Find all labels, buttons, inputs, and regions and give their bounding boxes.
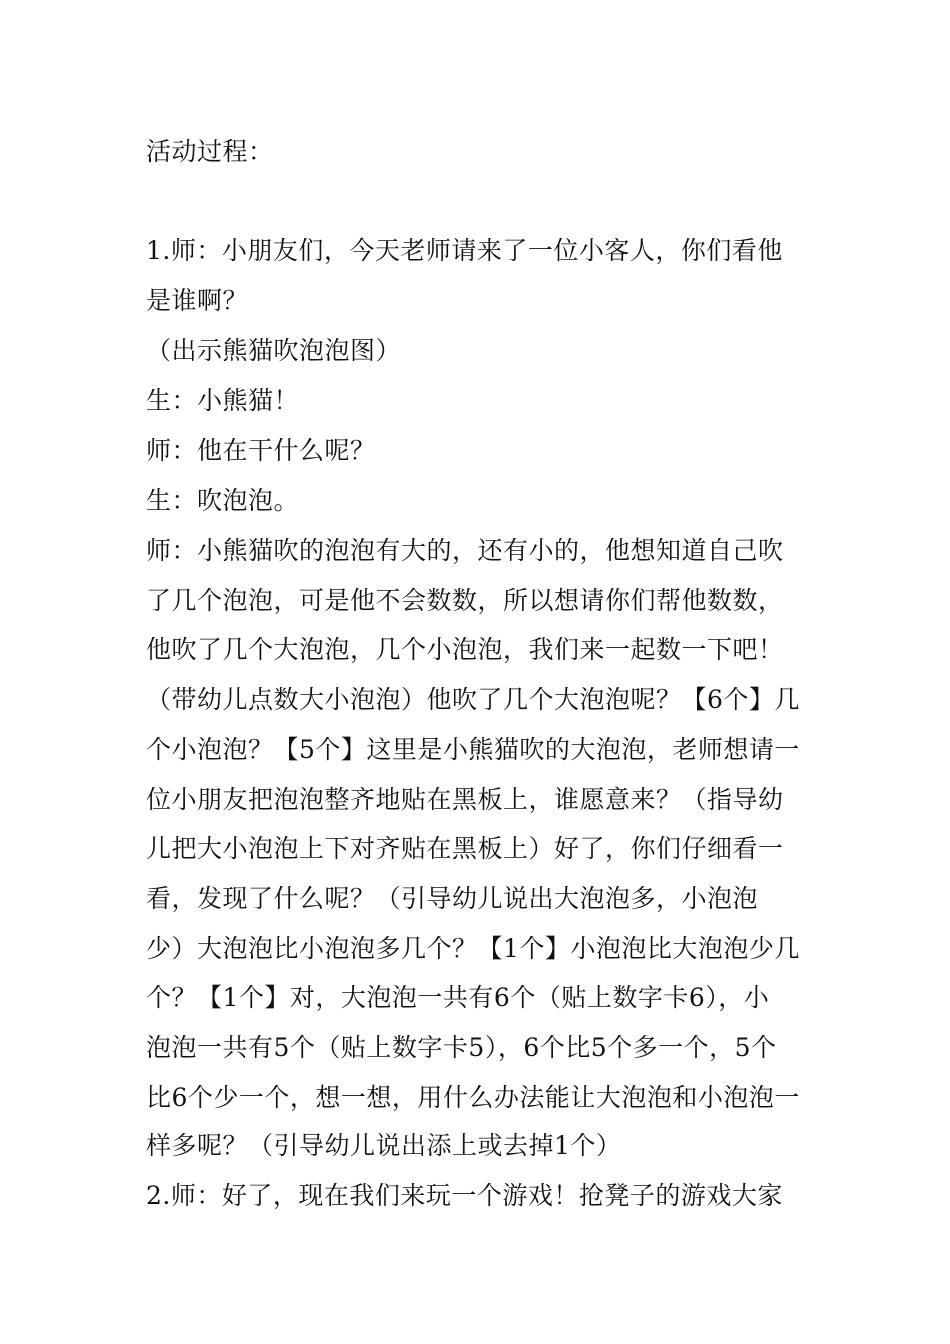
- section-heading: 活动过程：: [146, 137, 274, 166]
- text-line: 个？【1个】对，大泡泡一共有6个（贴上数字卡6），小: [146, 983, 770, 1012]
- text-line: 个小泡泡？【5个】这里是小熊猫吹的大泡泡，老师想请一: [146, 735, 800, 764]
- text-line: 2.师：好了，现在我们来玩一个游戏！抢凳子的游戏大家: [146, 1181, 783, 1210]
- text-line: 是谁啊？: [146, 286, 249, 315]
- text-line: 师：小熊猫吹的泡泡有大的，还有小的，他想知道自己吹: [146, 536, 784, 565]
- text-line: 看，发现了什么呢？（引导幼儿说出大泡泡多，小泡泡: [146, 884, 759, 913]
- text-line: 1.师：小朋友们，今天老师请来了一位小客人，你们看他: [146, 236, 783, 265]
- text-line: 儿把大小泡泡上下对齐贴在黑板上）好了，你们仔细看一: [146, 834, 784, 863]
- text-line: 师：他在干什么呢？: [146, 436, 376, 465]
- text-line: 了几个泡泡，可是他不会数数，所以想请你们帮他数数，: [146, 586, 784, 615]
- text-line: 比6个少一个，想一想，用什么办法能让大泡泡和小泡泡一: [146, 1083, 800, 1112]
- text-line: 生：小熊猫！: [146, 386, 300, 415]
- text-line: 生：吹泡泡。: [146, 486, 300, 515]
- text-line: 他吹了几个大泡泡，几个小泡泡，我们来一起数一下吧！: [146, 635, 784, 664]
- text-line: （出示熊猫吹泡泡图）: [146, 336, 402, 365]
- text-line: 样多呢？（引导幼儿说出添上或去掉1个）: [146, 1131, 622, 1160]
- text-line: （带幼儿点数大小泡泡）他吹了几个大泡泡呢？【6个】几: [146, 685, 800, 714]
- text-line: 泡泡一共有5个（贴上数字卡5），6个比5个多一个，5个: [146, 1033, 777, 1062]
- text-line: 位小朋友把泡泡整齐地贴在黑板上，谁愿意来？（指导幼: [146, 785, 784, 814]
- text-line: 少）大泡泡比小泡泡多几个？【1个】小泡泡比大泡泡少几: [146, 934, 800, 963]
